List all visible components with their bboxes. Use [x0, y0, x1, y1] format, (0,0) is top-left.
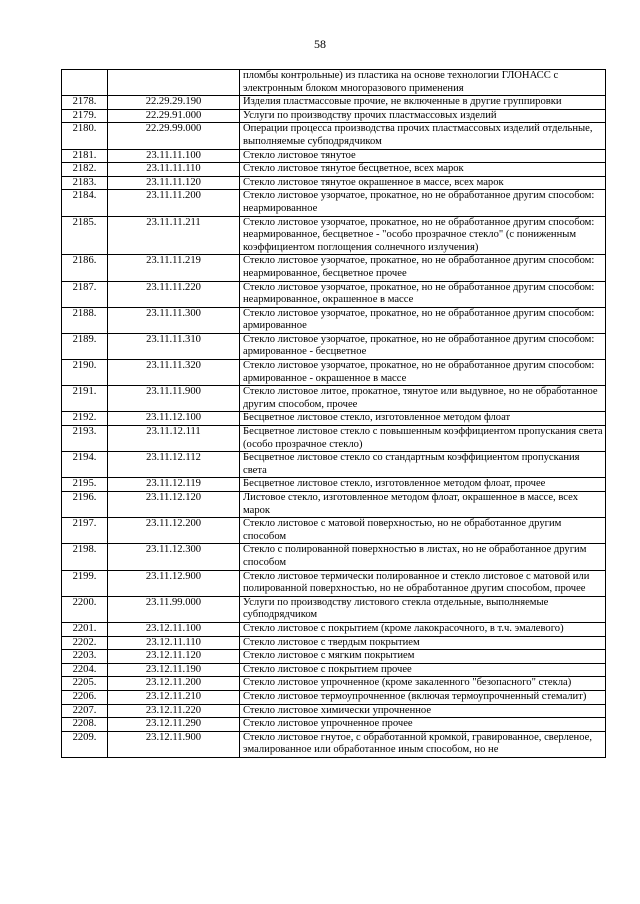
- okpd-code-cell: 23.11.11.900: [108, 386, 240, 412]
- table-row: [62, 704, 606, 718]
- row-number-cell: 2191.: [62, 386, 108, 412]
- row-number-cell: 2196.: [62, 492, 108, 518]
- row-number-cell: 2202.: [62, 636, 108, 650]
- classification-table: [61, 69, 606, 758]
- okpd-code-cell: 22.29.91.000: [108, 109, 240, 123]
- description-cell: Стекло листовое узорчатое, прокатное, но не обработанное другим способом: армированное - бесцветное: [240, 333, 606, 359]
- table-row: [62, 216, 606, 255]
- description-cell: Стекло листовое упрочненное (кроме закаленного "безопасного" стекла): [240, 677, 606, 691]
- row-number-cell: 2209.: [62, 731, 108, 757]
- okpd-code-cell: 23.11.12.100: [108, 412, 240, 426]
- okpd-code-cell: 23.11.11.100: [108, 149, 240, 163]
- table-row: [62, 650, 606, 664]
- table-row: [62, 492, 606, 518]
- description-cell: Стекло листовое тянутое бесцветное, всех марок: [240, 163, 606, 177]
- okpd-code-cell: 23.11.99.000: [108, 596, 240, 622]
- row-number-cell: 2184.: [62, 190, 108, 216]
- table-row: [62, 570, 606, 596]
- okpd-code-cell: 23.12.11.210: [108, 690, 240, 704]
- description-cell: Стекло листовое тянутое окрашенное в массе, всех марок: [240, 176, 606, 190]
- okpd-code-cell: 23.12.11.200: [108, 677, 240, 691]
- okpd-code-cell: 23.11.11.220: [108, 281, 240, 307]
- table-row: [62, 163, 606, 177]
- table-row: [62, 333, 606, 359]
- description-cell: Стекло листовое узорчатое, прокатное, но не обработанное другим способом: неармированное, бесцветное прочее: [240, 255, 606, 281]
- page-number: 58: [314, 37, 326, 51]
- table-row: [62, 718, 606, 732]
- row-number-cell: 2186.: [62, 255, 108, 281]
- okpd-code-cell: 23.11.12.111: [108, 426, 240, 452]
- description-cell: Стекло листовое термоупрочненное (включая термоупрочненный стемалит): [240, 690, 606, 704]
- row-number-cell: 2205.: [62, 677, 108, 691]
- okpd-code-cell: 22.29.99.000: [108, 123, 240, 149]
- okpd-code-cell: 23.11.11.110: [108, 163, 240, 177]
- description-cell: Стекло листовое тянутое: [240, 149, 606, 163]
- row-number-cell: 2188.: [62, 307, 108, 333]
- row-number-cell: 2208.: [62, 718, 108, 732]
- okpd-code-cell: 23.11.11.300: [108, 307, 240, 333]
- okpd-code-cell: 22.29.29.190: [108, 96, 240, 110]
- table-row: [62, 663, 606, 677]
- row-number-cell: [62, 70, 108, 96]
- row-number-cell: 2194.: [62, 452, 108, 478]
- description-cell: Стекло листовое узорчатое, прокатное, но не обработанное другим способом: неармированное, окрашенное в массе: [240, 281, 606, 307]
- row-number-cell: 2201.: [62, 622, 108, 636]
- description-cell: Стекло листовое узорчатое, прокатное, но не обработанное другим способом: армированное - окрашенное в массе: [240, 360, 606, 386]
- table-row: [62, 123, 606, 149]
- table-row: [62, 149, 606, 163]
- okpd-code-cell: 23.12.11.900: [108, 731, 240, 757]
- table-row: [62, 478, 606, 492]
- table-row: [62, 176, 606, 190]
- row-number-cell: 2179.: [62, 109, 108, 123]
- row-number-cell: 2181.: [62, 149, 108, 163]
- table-row: [62, 622, 606, 636]
- description-cell: Операции процесса производства прочих пластмассовых изделий отдельные, выполняемые субподрядчиком: [240, 123, 606, 149]
- table-row: [62, 281, 606, 307]
- description-cell: пломбы контрольные) из пластика на основе технологии ГЛОНАСС с электронным блоком многоразового применения: [240, 70, 606, 96]
- row-number-cell: 2192.: [62, 412, 108, 426]
- description-cell: Стекло листовое упрочненное прочее: [240, 718, 606, 732]
- row-number-cell: 2203.: [62, 650, 108, 664]
- okpd-code-cell: 23.11.11.219: [108, 255, 240, 281]
- description-cell: Стекло листовое химически упрочненное: [240, 704, 606, 718]
- description-cell: Стекло листовое узорчатое, прокатное, но не обработанное другим способом: неармированное, бесцветное - "особо прозрачное стекло" (с пониженным коэффициентом поглощения солнечного излучения): [240, 216, 606, 255]
- table-body: [62, 70, 606, 758]
- description-cell: Бесцветное листовое стекло, изготовленное методом флоат, прочее: [240, 478, 606, 492]
- okpd-code-cell: 23.12.11.190: [108, 663, 240, 677]
- okpd-code-cell: 23.12.11.120: [108, 650, 240, 664]
- row-number-cell: 2189.: [62, 333, 108, 359]
- okpd-code-cell: 23.11.12.119: [108, 478, 240, 492]
- description-cell: Бесцветное листовое стекло со стандартным коэффициентом пропускания света: [240, 452, 606, 478]
- row-number-cell: 2199.: [62, 570, 108, 596]
- okpd-code-cell: 23.11.11.310: [108, 333, 240, 359]
- okpd-code-cell: 23.11.12.200: [108, 518, 240, 544]
- okpd-code-cell: 23.11.12.900: [108, 570, 240, 596]
- description-cell: Услуги по производству прочих пластмассовых изделий: [240, 109, 606, 123]
- row-number-cell: 2193.: [62, 426, 108, 452]
- row-number-cell: 2183.: [62, 176, 108, 190]
- table-row: [62, 412, 606, 426]
- okpd-code-cell: 23.11.11.200: [108, 190, 240, 216]
- row-number-cell: 2197.: [62, 518, 108, 544]
- okpd-code-cell: 23.11.12.120: [108, 492, 240, 518]
- row-number-cell: 2190.: [62, 360, 108, 386]
- okpd-code-cell: 23.12.11.220: [108, 704, 240, 718]
- okpd-code-cell: 23.11.12.300: [108, 544, 240, 570]
- table-row: [62, 731, 606, 757]
- row-number-cell: 2206.: [62, 690, 108, 704]
- okpd-code-cell: 23.11.11.211: [108, 216, 240, 255]
- description-cell: Стекло листовое с покрытием прочее: [240, 663, 606, 677]
- table-row: [62, 596, 606, 622]
- description-cell: Стекло листовое литое, прокатное, тянутое или выдувное, но не обработанное другим способом, прочее: [240, 386, 606, 412]
- okpd-code-cell: 23.11.12.112: [108, 452, 240, 478]
- description-cell: Стекло листовое узорчатое, прокатное, но не обработанное другим способом: неармированное: [240, 190, 606, 216]
- okpd-code-cell: [108, 70, 240, 96]
- row-number-cell: 2198.: [62, 544, 108, 570]
- row-number-cell: 2178.: [62, 96, 108, 110]
- okpd-code-cell: 23.12.11.100: [108, 622, 240, 636]
- table-row: [62, 518, 606, 544]
- description-cell: Изделия пластмассовые прочие, не включенные в другие группировки: [240, 96, 606, 110]
- okpd-code-cell: 23.12.11.110: [108, 636, 240, 650]
- description-cell: Стекло листовое гнутое, с обработанной кромкой, гравированное, сверленое, эмалированное или обработанное иным способом, но не: [240, 731, 606, 757]
- row-number-cell: 2185.: [62, 216, 108, 255]
- table-row: [62, 70, 606, 96]
- table-row: [62, 255, 606, 281]
- table-row: [62, 690, 606, 704]
- table-row: [62, 190, 606, 216]
- table-row: [62, 426, 606, 452]
- table-row: [62, 307, 606, 333]
- table-row: [62, 544, 606, 570]
- description-cell: Бесцветное листовое стекло, изготовленное методом флоат: [240, 412, 606, 426]
- row-number-cell: 2195.: [62, 478, 108, 492]
- description-cell: Стекло листовое с покрытием (кроме лакокрасочного, в т.ч. эмалевого): [240, 622, 606, 636]
- description-cell: Стекло листовое узорчатое, прокатное, но не обработанное другим способом: армированное: [240, 307, 606, 333]
- description-cell: Стекло листовое с твердым покрытием: [240, 636, 606, 650]
- row-number-cell: 2204.: [62, 663, 108, 677]
- row-number-cell: 2200.: [62, 596, 108, 622]
- description-cell: Стекло с полированной поверхностью в листах, но не обработанное другим способом: [240, 544, 606, 570]
- description-cell: Стекло листовое с мягким покрытием: [240, 650, 606, 664]
- okpd-code-cell: 23.11.11.120: [108, 176, 240, 190]
- table-row: [62, 360, 606, 386]
- description-cell: Листовое стекло, изготовленное методом флоат, окрашенное в массе, всех марок: [240, 492, 606, 518]
- description-cell: Бесцветное листовое стекло с повышенным коэффициентом пропускания света (особо прозрачное стекло): [240, 426, 606, 452]
- table-row: [62, 677, 606, 691]
- description-cell: Стекло листовое термически полированное и стекло листовое с матовой или полированной поверхностью, но не обработанное другим способом, прочее: [240, 570, 606, 596]
- table-row: [62, 96, 606, 110]
- row-number-cell: 2207.: [62, 704, 108, 718]
- okpd-code-cell: 23.12.11.290: [108, 718, 240, 732]
- table-row: [62, 636, 606, 650]
- row-number-cell: 2180.: [62, 123, 108, 149]
- row-number-cell: 2187.: [62, 281, 108, 307]
- table-row: [62, 109, 606, 123]
- row-number-cell: 2182.: [62, 163, 108, 177]
- description-cell: Стекло листовое с матовой поверхностью, но не обработанное другим способом: [240, 518, 606, 544]
- description-cell: Услуги по производству листового стекла отдельные, выполняемые субподрядчиком: [240, 596, 606, 622]
- okpd-code-cell: 23.11.11.320: [108, 360, 240, 386]
- table-row: [62, 452, 606, 478]
- table-row: [62, 386, 606, 412]
